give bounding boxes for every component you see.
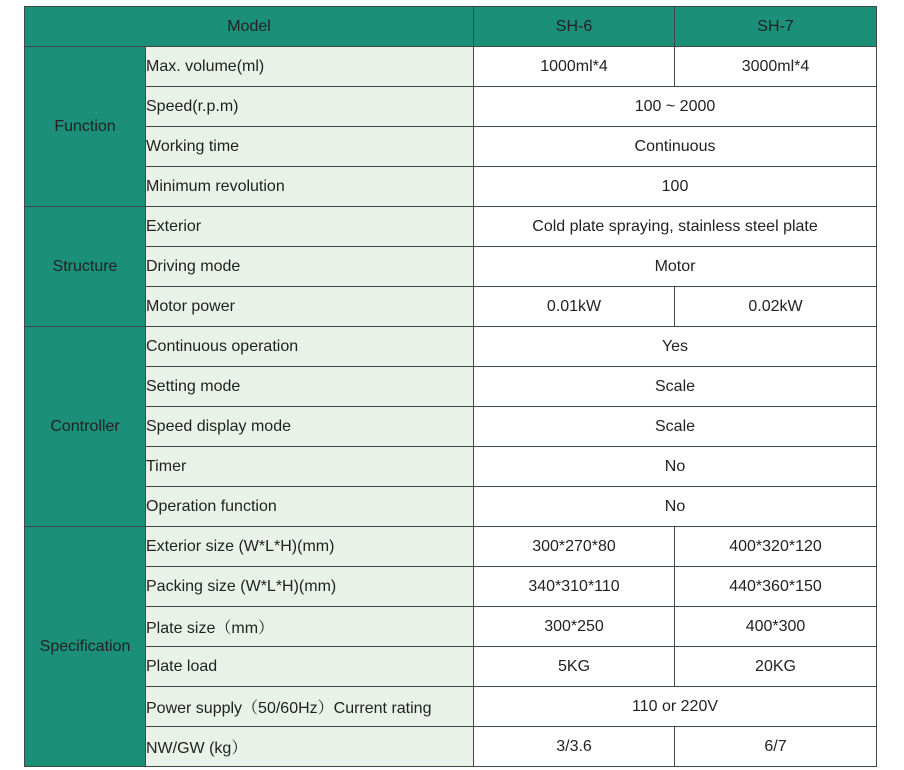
spec-body <box>25 47 877 767</box>
sh7-value-cell: 440*360*150 <box>675 567 877 607</box>
table-row <box>25 607 877 647</box>
table-row <box>25 407 877 447</box>
parameter-label: Motor power <box>146 287 474 327</box>
sh7-value-cell: 3000ml*4 <box>675 47 877 87</box>
shared-value-cell: 110 or 220V <box>474 687 877 727</box>
table-row <box>25 647 877 687</box>
table-row <box>25 167 877 207</box>
parameter-label: Exterior size (W*L*H)(mm) <box>146 527 474 567</box>
header-row <box>25 7 877 47</box>
parameter-label: Packing size (W*L*H)(mm) <box>146 567 474 607</box>
shared-value-cell: Cold plate spraying, stainless steel plate <box>474 207 877 247</box>
parameter-label: Timer <box>146 447 474 487</box>
group-label: Function <box>25 47 146 207</box>
group-label: Specification <box>25 527 146 767</box>
shared-value-cell: Yes <box>474 327 877 367</box>
table-row <box>25 447 877 487</box>
parameter-label: Power supply（50/60Hz）Current rating <box>146 687 474 727</box>
parameter-label: Speed display mode <box>146 407 474 447</box>
shared-value-cell: Motor <box>474 247 877 287</box>
table-row <box>25 127 877 167</box>
shared-value-cell: 100 ~ 2000 <box>474 87 877 127</box>
sh6-value-cell: 0.01kW <box>474 287 675 327</box>
sh7-value-cell: 400*320*120 <box>675 527 877 567</box>
shared-value-cell: 100 <box>474 167 877 207</box>
parameter-label: Exterior <box>146 207 474 247</box>
parameter-label: Setting mode <box>146 367 474 407</box>
group-label: Controller <box>25 327 146 527</box>
parameter-label: Minimum revolution <box>146 167 474 207</box>
sh6-value-cell: 1000ml*4 <box>474 47 675 87</box>
sh6-value-cell: 300*250 <box>474 607 675 647</box>
table-row <box>25 567 877 607</box>
sh6-value-cell: 3/3.6 <box>474 727 675 767</box>
parameter-label: Plate size（mm） <box>146 607 474 647</box>
shared-value-cell: Scale <box>474 407 877 447</box>
model-header: Model <box>25 7 474 47</box>
table-row <box>25 47 877 87</box>
spec-table <box>24 6 877 767</box>
sh6-value-cell: 340*310*110 <box>474 567 675 607</box>
table-row <box>25 487 877 527</box>
sh7-value-cell: 6/7 <box>675 727 877 767</box>
shared-value-cell: Continuous <box>474 127 877 167</box>
sh6-value-cell: 300*270*80 <box>474 527 675 567</box>
table-row <box>25 727 877 767</box>
shared-value-cell: Scale <box>474 367 877 407</box>
table-row <box>25 527 877 567</box>
table-row <box>25 327 877 367</box>
sh7-value-cell: 0.02kW <box>675 287 877 327</box>
parameter-label: Speed(r.p.m) <box>146 87 474 127</box>
sh7-value-cell: 20KG <box>675 647 877 687</box>
model-sh6-header: SH-6 <box>474 7 675 47</box>
parameter-label: NW/GW (kg） <box>146 727 474 767</box>
table-row <box>25 287 877 327</box>
parameter-label: Operation function <box>146 487 474 527</box>
shared-value-cell: No <box>474 447 877 487</box>
parameter-label: Plate load <box>146 647 474 687</box>
table-row <box>25 367 877 407</box>
parameter-label: Working time <box>146 127 474 167</box>
table-row <box>25 687 877 727</box>
parameter-label: Driving mode <box>146 247 474 287</box>
shared-value-cell: No <box>474 487 877 527</box>
table-row <box>25 207 877 247</box>
parameter-label: Max. volume(ml) <box>146 47 474 87</box>
sh7-value-cell: 400*300 <box>675 607 877 647</box>
group-label: Structure <box>25 207 146 327</box>
sh6-value-cell: 5KG <box>474 647 675 687</box>
table-row <box>25 87 877 127</box>
table-row <box>25 247 877 287</box>
parameter-label: Continuous operation <box>146 327 474 367</box>
model-sh7-header: SH-7 <box>675 7 877 47</box>
